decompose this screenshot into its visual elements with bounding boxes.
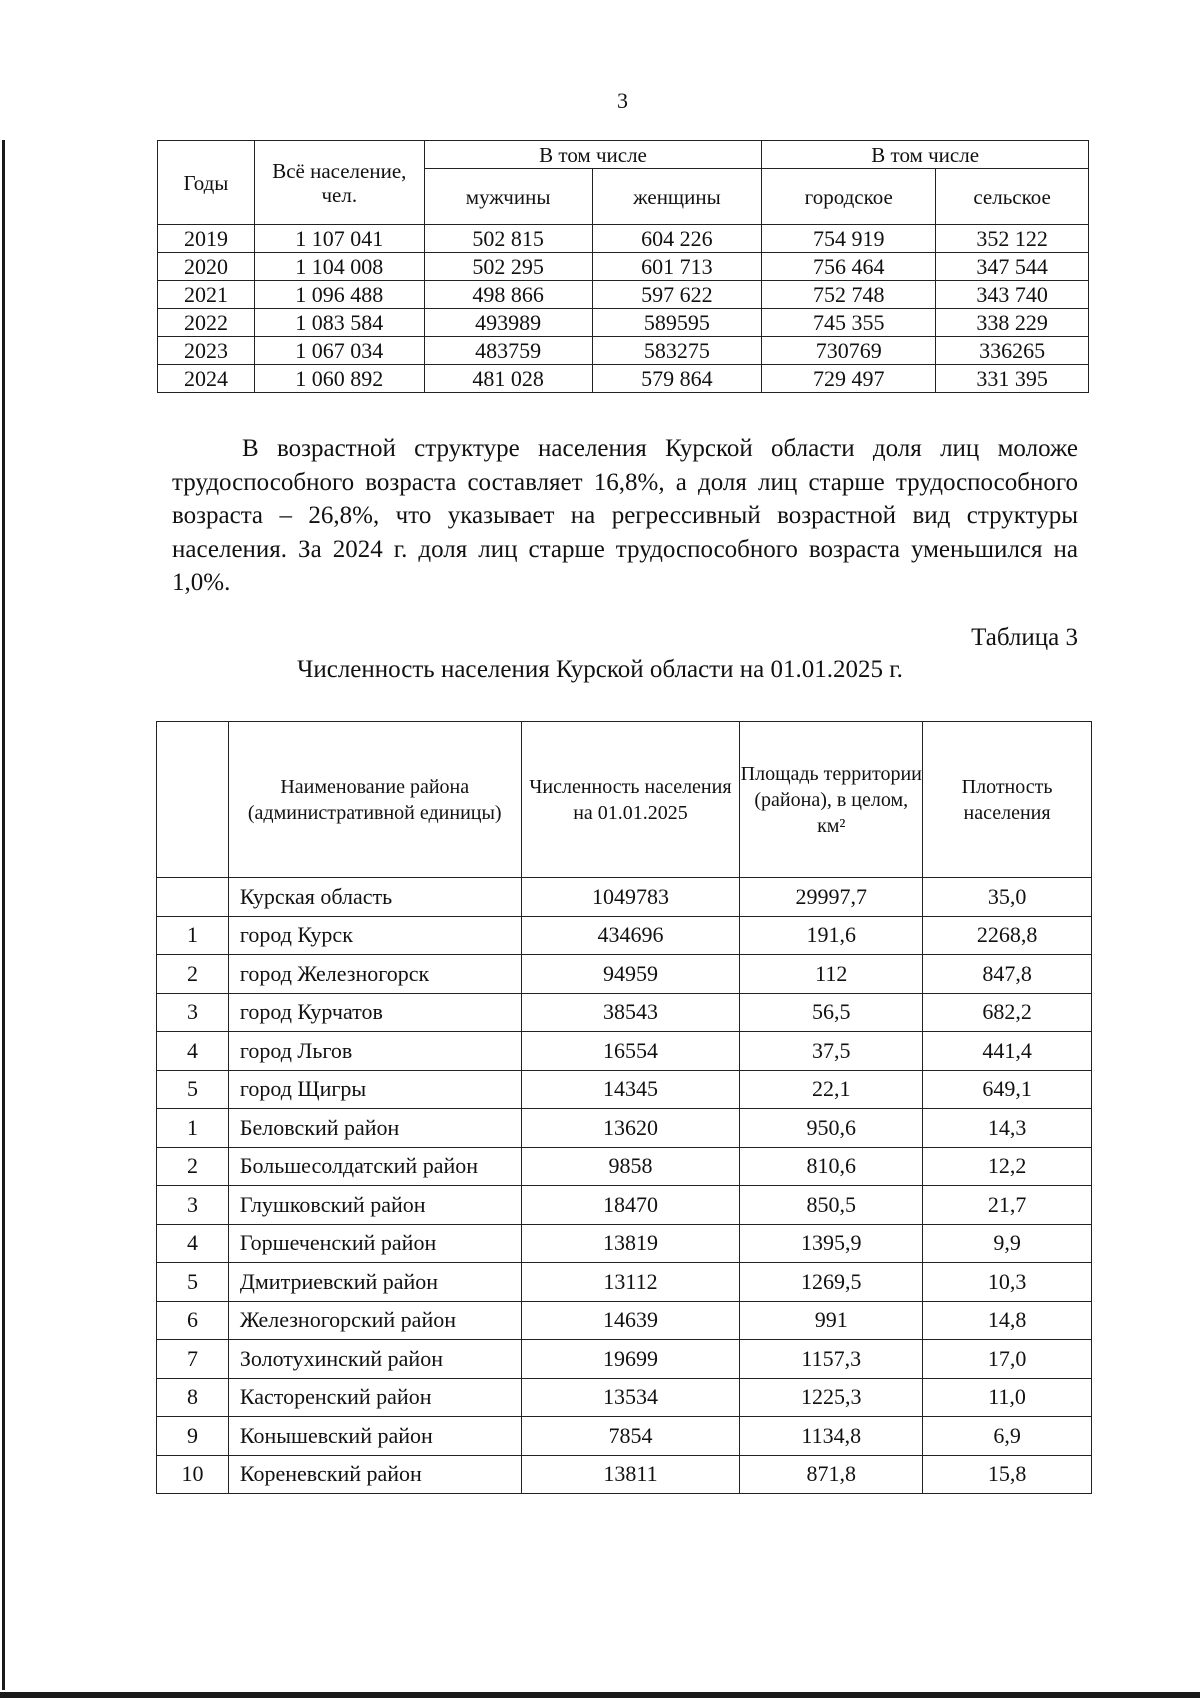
cell-urban: 729 497 (762, 365, 936, 393)
table-row (157, 916, 1092, 955)
cell-population: 1049783 (521, 878, 740, 917)
cell-area: 37,5 (740, 1032, 923, 1071)
cell-density: 847,8 (923, 955, 1092, 994)
cell-population: 94959 (521, 955, 740, 994)
cell-total: 1 060 892 (254, 365, 424, 393)
cell-district-name: Глушковский район (228, 1186, 521, 1225)
cell-year: 2020 (158, 253, 255, 281)
table-row (158, 225, 1089, 253)
cell-urban: 730769 (762, 337, 936, 365)
cell-number: 5 (157, 1263, 229, 1302)
cell-density: 11,0 (923, 1378, 1092, 1417)
cell-district-name: город Щигры (228, 1070, 521, 1109)
cell-population: 13112 (521, 1263, 740, 1302)
cell-women: 583275 (592, 337, 762, 365)
table-row (158, 337, 1089, 365)
cell-men: 502 295 (424, 253, 592, 281)
header-total-population: Всё население, чел. (254, 141, 424, 225)
header-settlement-group: В том числе (762, 141, 1089, 169)
cell-area: 56,5 (740, 993, 923, 1032)
cell-area: 1269,5 (740, 1263, 923, 1302)
header-women: женщины (592, 169, 762, 225)
cell-density: 2268,8 (923, 916, 1092, 955)
cell-men: 493989 (424, 309, 592, 337)
cell-district-name: Дмитриевский район (228, 1263, 521, 1302)
table-row (157, 1224, 1092, 1263)
header-men: мужчины (424, 169, 592, 225)
table-row (157, 955, 1092, 994)
cell-population: 9858 (521, 1147, 740, 1186)
cell-men: 498 866 (424, 281, 592, 309)
header-gender-group: В том числе (424, 141, 762, 169)
table-row (157, 1109, 1092, 1148)
cell-population: 38543 (521, 993, 740, 1032)
cell-number: 5 (157, 1070, 229, 1109)
cell-women: 597 622 (592, 281, 762, 309)
table-row (157, 1378, 1092, 1417)
cell-district-name: Железногорский район (228, 1301, 521, 1340)
scan-edge-bottom (0, 1692, 1200, 1698)
cell-rural: 352 122 (936, 225, 1089, 253)
cell-district-name: Беловский район (228, 1109, 521, 1148)
cell-women: 579 864 (592, 365, 762, 393)
cell-district-name: Горшеченский район (228, 1224, 521, 1263)
cell-density: 35,0 (923, 878, 1092, 917)
table-row (157, 878, 1092, 917)
cell-women: 589595 (592, 309, 762, 337)
table-row (157, 1455, 1092, 1494)
header-rural: сельское (936, 169, 1089, 225)
cell-area: 950,6 (740, 1109, 923, 1148)
cell-men: 481 028 (424, 365, 592, 393)
cell-area: 1395,9 (740, 1224, 923, 1263)
header-district-name: Наименование района (административной единицы) (228, 722, 521, 878)
cell-district-name: Кореневский район (228, 1455, 521, 1494)
cell-population: 7854 (521, 1417, 740, 1456)
cell-density: 12,2 (923, 1147, 1092, 1186)
cell-district-name: Золотухинский район (228, 1340, 521, 1379)
cell-rural: 347 544 (936, 253, 1089, 281)
cell-area: 191,6 (740, 916, 923, 955)
cell-density: 649,1 (923, 1070, 1092, 1109)
table-title: Численность населения Курской области на 01.01.2025 г. (297, 656, 903, 683)
cell-year: 2019 (158, 225, 255, 253)
cell-men: 483759 (424, 337, 592, 365)
cell-number: 9 (157, 1417, 229, 1456)
cell-number: 1 (157, 1109, 229, 1148)
table-row (157, 1301, 1092, 1340)
cell-urban: 745 355 (762, 309, 936, 337)
cell-men: 502 815 (424, 225, 592, 253)
cell-total: 1 083 584 (254, 309, 424, 337)
cell-number: 4 (157, 1224, 229, 1263)
cell-year: 2022 (158, 309, 255, 337)
cell-number: 2 (157, 1147, 229, 1186)
cell-population: 13819 (521, 1224, 740, 1263)
cell-number: 8 (157, 1378, 229, 1417)
cell-area: 29997,7 (740, 878, 923, 917)
cell-area: 991 (740, 1301, 923, 1340)
cell-rural: 331 395 (936, 365, 1089, 393)
header-urban: городское (762, 169, 936, 225)
cell-number: 3 (157, 1186, 229, 1225)
cell-area: 1225,3 (740, 1378, 923, 1417)
cell-population: 13620 (521, 1109, 740, 1148)
cell-population: 14639 (521, 1301, 740, 1340)
table1-body (158, 225, 1089, 393)
cell-area: 850,5 (740, 1186, 923, 1225)
cell-urban: 754 919 (762, 225, 936, 253)
cell-women: 601 713 (592, 253, 762, 281)
cell-density: 682,2 (923, 993, 1092, 1032)
table-row (157, 1070, 1092, 1109)
table-row (158, 281, 1089, 309)
cell-number: 1 (157, 916, 229, 955)
cell-number (157, 878, 229, 917)
cell-district-name: Касторенский район (228, 1378, 521, 1417)
table-label: Таблица 3 (971, 624, 1078, 651)
cell-number: 7 (157, 1340, 229, 1379)
cell-population: 13811 (521, 1455, 740, 1494)
header-population: Численность населения на 01.01.2025 (521, 722, 740, 878)
table-row (157, 1032, 1092, 1071)
table-row (158, 309, 1089, 337)
cell-district-name: город Железногорск (228, 955, 521, 994)
page-number: 3 (617, 88, 628, 113)
cell-year: 2024 (158, 365, 255, 393)
table-row (157, 1340, 1092, 1379)
cell-number: 4 (157, 1032, 229, 1071)
table-row (157, 1417, 1092, 1456)
cell-population: 16554 (521, 1032, 740, 1071)
cell-total: 1 067 034 (254, 337, 424, 365)
cell-density: 14,3 (923, 1109, 1092, 1148)
cell-number: 10 (157, 1455, 229, 1494)
cell-area: 871,8 (740, 1455, 923, 1494)
header-area: Площадь территории (района), в целом, км² (740, 722, 923, 878)
cell-area: 112 (740, 955, 923, 994)
cell-urban: 752 748 (762, 281, 936, 309)
table-row (158, 253, 1089, 281)
population-by-district-table (156, 721, 1092, 1494)
scan-edge-left (2, 140, 5, 1690)
header-density: Плотность населения (923, 722, 1092, 878)
cell-area: 810,6 (740, 1147, 923, 1186)
cell-women: 604 226 (592, 225, 762, 253)
cell-population: 434696 (521, 916, 740, 955)
table-row (158, 365, 1089, 393)
cell-rural: 343 740 (936, 281, 1089, 309)
cell-density: 9,9 (923, 1224, 1092, 1263)
cell-urban: 756 464 (762, 253, 936, 281)
cell-density: 21,7 (923, 1186, 1092, 1225)
cell-district-name: город Льгов (228, 1032, 521, 1071)
cell-number: 2 (157, 955, 229, 994)
population-by-year-table (157, 140, 1089, 393)
cell-population: 14345 (521, 1070, 740, 1109)
table-row (157, 1263, 1092, 1302)
header-years: Годы (158, 141, 255, 225)
cell-year: 2023 (158, 337, 255, 365)
cell-rural: 338 229 (936, 309, 1089, 337)
cell-rural: 336265 (936, 337, 1089, 365)
table-row (157, 993, 1092, 1032)
body-paragraph: В возрастной структуре населения Курской области доля лиц моложе трудоспособного возраста составляет 16,8%, а доля лиц старше трудоспособного возраста – 26,8%, что указывает на регрессивный возрастной вид структуры населения. За 2024 г. доля лиц старше трудоспособного возраста уменьшился на 1,0%. (172, 435, 1078, 596)
cell-density: 14,8 (923, 1301, 1092, 1340)
cell-area: 1134,8 (740, 1417, 923, 1456)
cell-population: 13534 (521, 1378, 740, 1417)
cell-total: 1 104 008 (254, 253, 424, 281)
cell-district-name: Курская область (228, 878, 521, 917)
cell-population: 19699 (521, 1340, 740, 1379)
table2-body (157, 878, 1092, 1494)
cell-density: 17,0 (923, 1340, 1092, 1379)
cell-density: 6,9 (923, 1417, 1092, 1456)
cell-total: 1 096 488 (254, 281, 424, 309)
cell-district-name: Конышевский район (228, 1417, 521, 1456)
cell-number: 3 (157, 993, 229, 1032)
cell-year: 2021 (158, 281, 255, 309)
cell-total: 1 107 041 (254, 225, 424, 253)
cell-area: 22,1 (740, 1070, 923, 1109)
header-number (157, 722, 229, 878)
table-row (157, 1147, 1092, 1186)
cell-population: 18470 (521, 1186, 740, 1225)
cell-density: 10,3 (923, 1263, 1092, 1302)
cell-density: 15,8 (923, 1455, 1092, 1494)
table-row (157, 1186, 1092, 1225)
cell-area: 1157,3 (740, 1340, 923, 1379)
cell-district-name: Большесолдатский район (228, 1147, 521, 1186)
cell-density: 441,4 (923, 1032, 1092, 1071)
cell-number: 6 (157, 1301, 229, 1340)
cell-district-name: город Курск (228, 916, 521, 955)
cell-district-name: город Курчатов (228, 993, 521, 1032)
